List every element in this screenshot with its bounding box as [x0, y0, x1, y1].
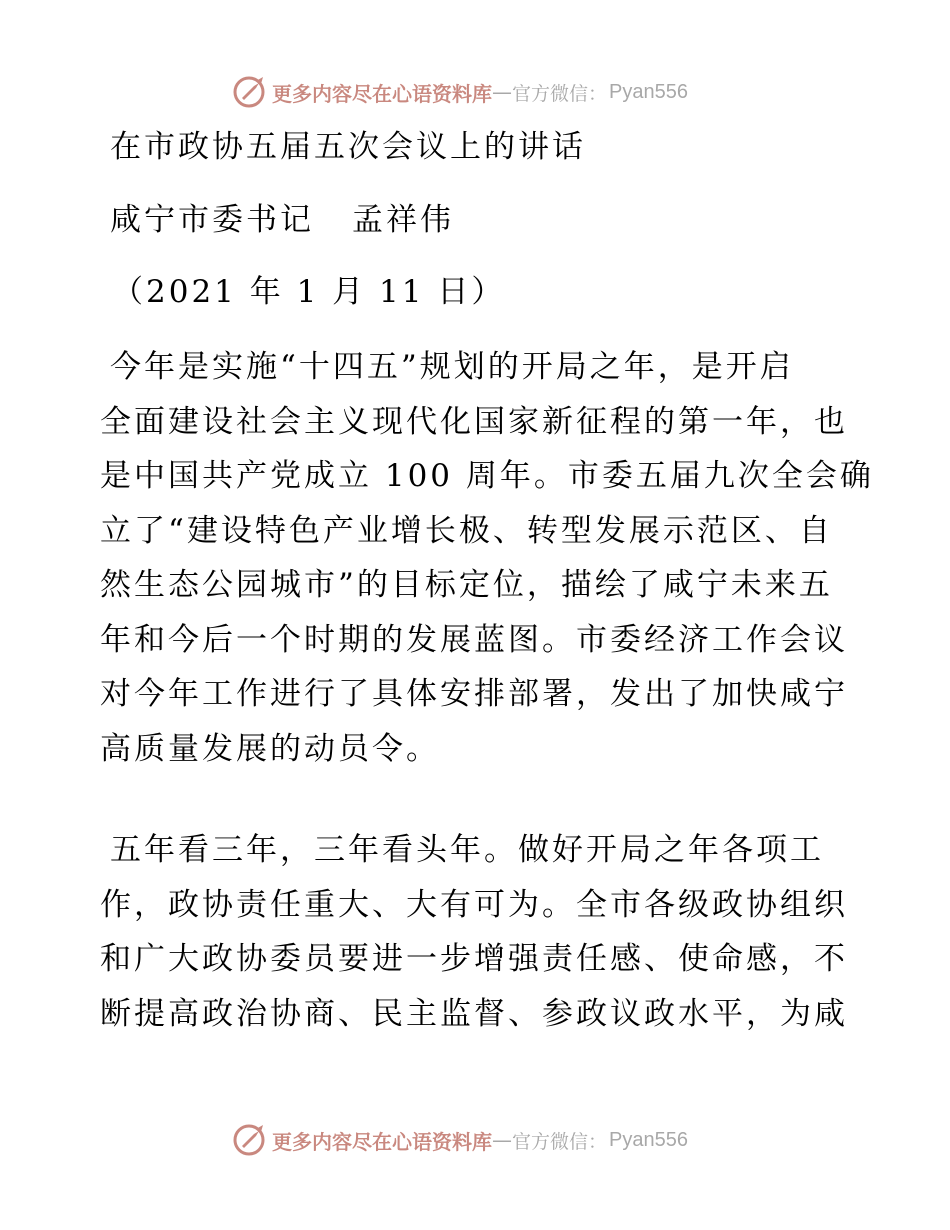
watermark-separator: — [492, 1128, 512, 1152]
watermark-main-text: 更多内容尽在心语资料库 [272, 81, 492, 106]
paragraph-2 [100, 823, 860, 1041]
paragraph-1 [100, 340, 874, 776]
watermark-id: Pyan556 [609, 80, 688, 103]
author-name: 孟祥伟 [352, 202, 454, 238]
paragraph-line: 和广大政协委员要进一步增强责任感、使命感，不 [100, 941, 848, 977]
watermark-sub-text: 官方微信： [512, 1130, 608, 1153]
watermark-sub-text: 官方微信： [512, 82, 608, 105]
watermark-id: Pyan556 [609, 1128, 688, 1151]
watermark-separator: — [492, 80, 512, 104]
pen-circle-logo-icon [232, 1122, 270, 1158]
paragraph-line: 然生态公园城市”的目标定位，描绘了咸宁未来五 [100, 567, 833, 603]
watermark-main-text: 更多内容尽在心语资料库 [272, 1129, 492, 1154]
author-line [110, 200, 454, 240]
paragraph-line: 年和今后一个时期的发展蓝图。市委经济工作会议 [100, 621, 848, 658]
document-title: 在市政协五届五次会议上的讲话 [110, 129, 586, 165]
author-role: 咸宁市委书记 [110, 202, 314, 238]
speech-date: （2021 年 1 月 11 日） [112, 274, 506, 310]
paragraph-line: 今年是实施“十四五”规划的开局之年，是开启 [110, 349, 794, 385]
header-watermark [232, 72, 688, 112]
paragraph-line: 全面建设社会主义现代化国家新征程的第一年，也 [100, 403, 848, 440]
paragraph-line: 作，政协责任重大、大有可为。全市各级政协组织 [100, 886, 848, 923]
pen-circle-logo-icon [232, 74, 270, 110]
paragraph-line: 断提高政治协商、民主监督、参政议政水平，为咸 [100, 995, 848, 1032]
paragraph-line: 五年看三年，三年看头年。做好开局之年各项工 [110, 832, 824, 868]
footer-watermark [232, 1120, 688, 1160]
paragraph-line: 高质量发展的动员令。 [100, 730, 440, 767]
paragraph-line: 立了“建设特色产业增长极、转型发展示范区、自 [100, 512, 833, 549]
paragraph-line: 对今年工作进行了具体安排部署，发出了加快咸宁 [100, 676, 848, 712]
paragraph-line: 是中国共产党成立 100 周年。市委五届九次全会确 [100, 458, 874, 494]
